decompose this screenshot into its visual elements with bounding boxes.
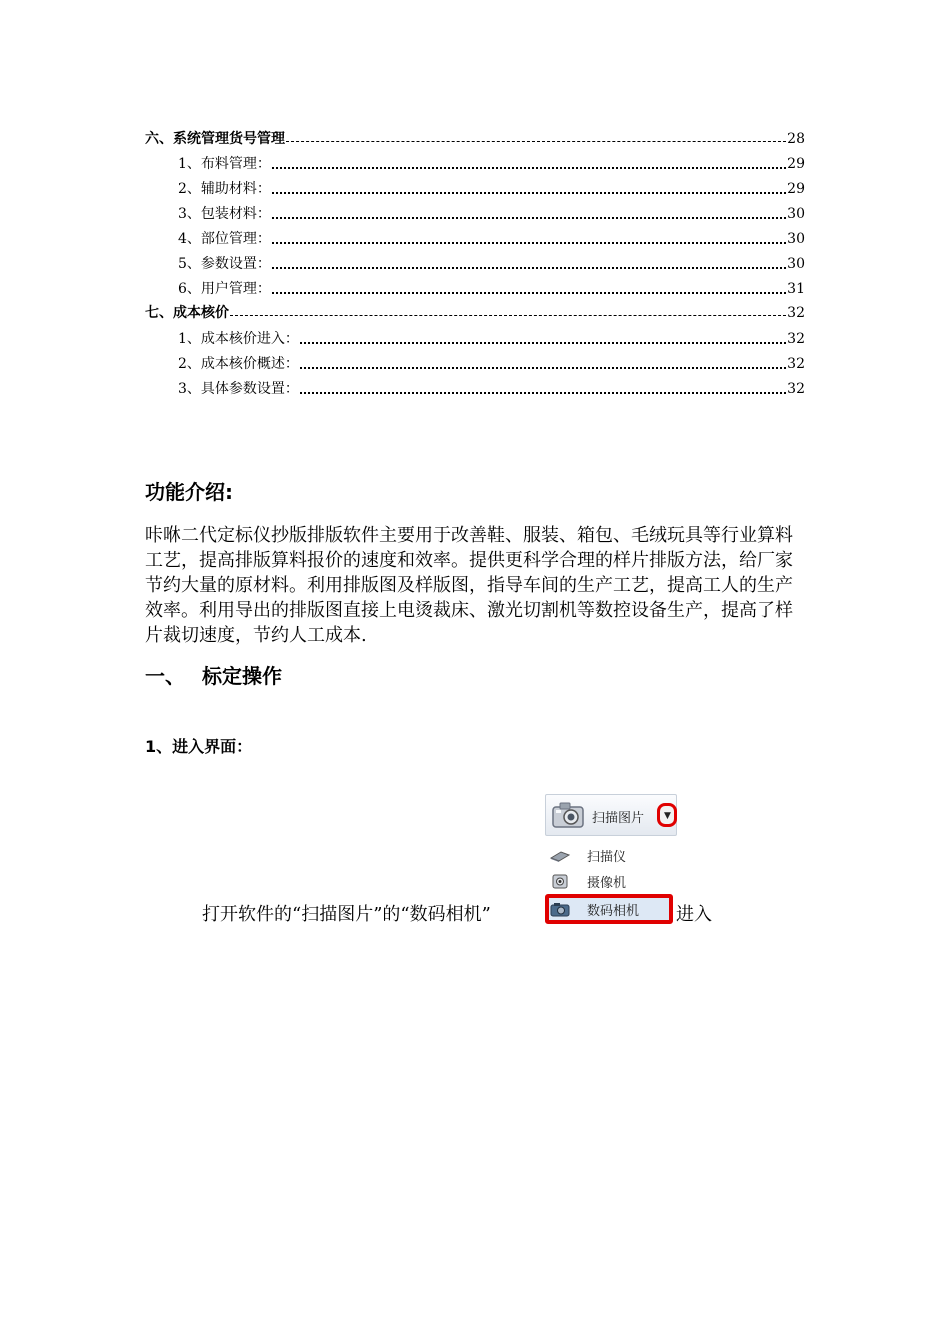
toc-leader	[272, 167, 786, 169]
toc-entry-label: 2、成本核价概述：	[178, 356, 299, 372]
toc-page-number: 28	[787, 131, 805, 147]
toc-entry-label: 2、辅助材料：	[178, 181, 271, 197]
toc-entry[interactable]	[178, 228, 805, 248]
scanner-icon	[549, 847, 571, 863]
toc-leader	[272, 267, 786, 269]
subsection-heading: 1、进入界面：	[145, 737, 253, 756]
toc-page-number: 32	[787, 356, 805, 372]
menu-item-video-camera[interactable]	[549, 870, 673, 892]
toc-entry[interactable]	[178, 328, 805, 348]
toc-entry-label: 3、具体参数设置：	[178, 381, 299, 397]
intro-paragraph: 咔咻二代定标仪抄版排版软件主要用于改善鞋、服装、箱包、毛绒玩具等行业算料工艺，提高排版算料报价的速度和效率。提供更科学合理的样片排版方法，给厂家节约大量的原材料。利用排版图及样版图，指导车间的生产工艺，提高工人的生产效率。利用导出的排版图直接上电烫裁床、激光切割机等数控设备生产，提高了样片裁切速度，节约人工成本.	[145, 525, 793, 646]
toc-entry-label: 1、成本核价进入：	[178, 331, 299, 347]
digital-camera-icon	[549, 901, 571, 917]
toc-leader	[286, 141, 786, 142]
toc-leader	[272, 192, 786, 194]
toc-entry[interactable]	[145, 128, 805, 148]
toc-leader	[300, 342, 786, 344]
toc-entry[interactable]	[178, 178, 805, 198]
toc-entry-label: 6、用户管理：	[178, 281, 271, 297]
toc-entry[interactable]	[178, 278, 805, 298]
scan-picture-label: 扫描图片	[592, 811, 645, 826]
toc-page-number: 30	[787, 231, 805, 247]
menu-item-label: 扫描仪	[587, 849, 627, 865]
toc-entry[interactable]	[178, 378, 805, 398]
toc-leader	[272, 292, 786, 294]
scan-picture-button[interactable]	[545, 794, 677, 836]
toc-page-number: 32	[787, 331, 805, 347]
dropdown-arrow-button[interactable]	[657, 803, 677, 827]
toc-entry[interactable]	[178, 253, 805, 273]
toc-page-number: 32	[787, 381, 805, 397]
menu-item-label: 摄像机	[587, 875, 627, 891]
toc-page-number: 30	[787, 256, 805, 272]
section-title: 标定操作	[202, 664, 282, 688]
toc-leader	[300, 367, 786, 369]
toc-entry-label: 4、部位管理：	[178, 231, 271, 247]
toc-leader	[272, 242, 786, 244]
toc-leader	[300, 392, 786, 394]
scan-menu-screenshot	[543, 792, 679, 924]
function-intro-heading: 功能介绍:	[145, 480, 233, 504]
toc-entry[interactable]	[178, 353, 805, 373]
camera-icon	[551, 801, 585, 829]
toc-page-number: 31	[787, 281, 805, 297]
toc-entry-label: 六、系统管理货号管理	[145, 131, 285, 147]
toc-entry-label: 5、参数设置：	[178, 256, 271, 272]
section-number: 一、	[145, 664, 185, 688]
section-heading	[145, 660, 282, 689]
video-camera-icon	[549, 873, 571, 889]
chevron-down-icon: ▼	[664, 811, 671, 821]
toc-entry-label: 3、包装材料：	[178, 206, 271, 222]
toc-page-number: 32	[787, 305, 805, 321]
toc-page-number: 30	[787, 206, 805, 222]
instruction-text: 打开软件的“扫描图片”的“数码相机”	[202, 904, 491, 925]
toc-entry[interactable]	[178, 203, 805, 223]
toc-entry[interactable]	[178, 153, 805, 173]
instruction-text-end: 进入	[676, 904, 712, 925]
toc-entry-label: 七、成本核价	[145, 305, 229, 321]
toc-entry-label: 1、布料管理：	[178, 156, 271, 172]
menu-item-digital-camera[interactable]	[545, 894, 673, 924]
toc-page-number: 29	[787, 156, 805, 172]
toc-leader	[230, 315, 786, 316]
menu-item-scanner[interactable]	[549, 844, 673, 866]
toc-page-number: 29	[787, 181, 805, 197]
toc-entry[interactable]	[145, 302, 805, 322]
menu-item-label: 数码相机	[587, 903, 640, 919]
toc-leader	[272, 217, 786, 219]
